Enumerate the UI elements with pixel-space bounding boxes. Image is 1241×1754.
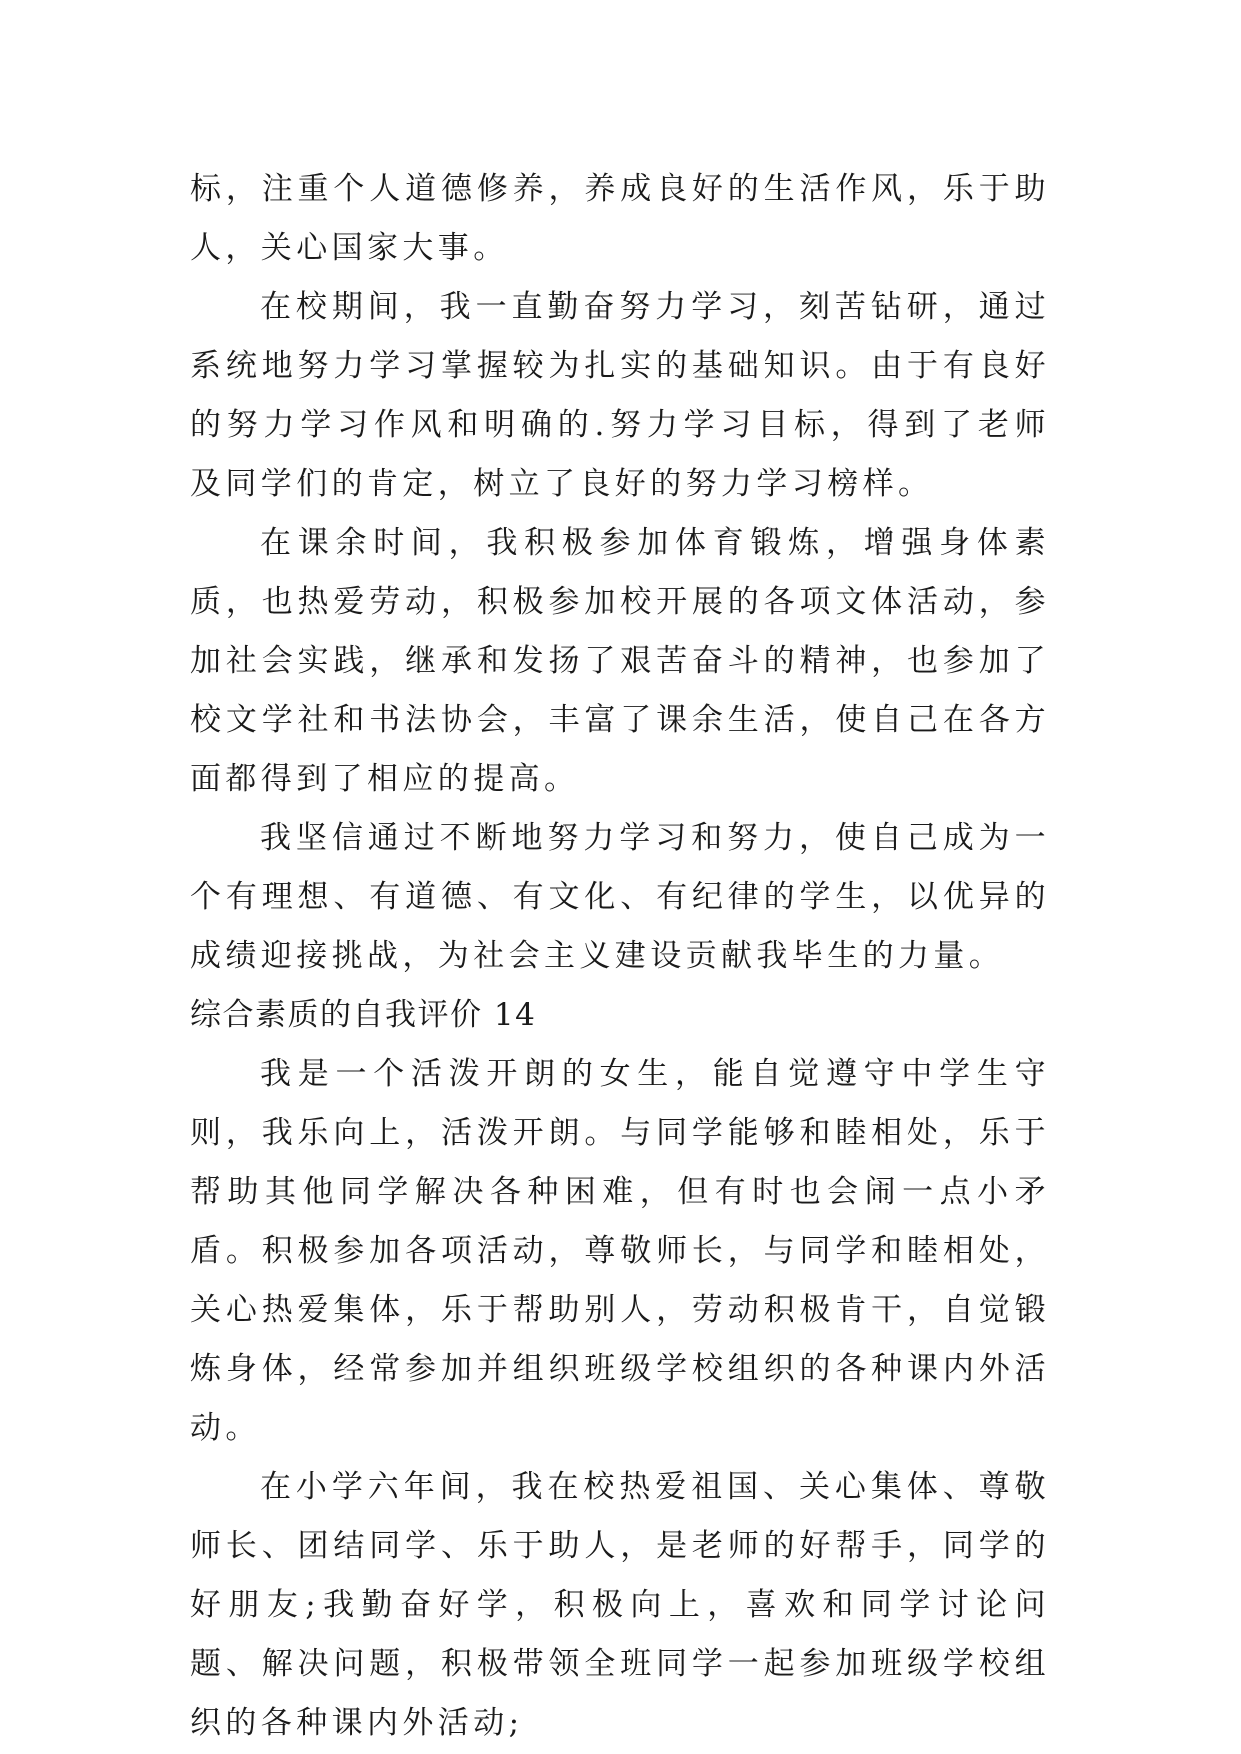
paragraph-extracurricular: 在课余时间，我积极参加体育锻炼，增强身体素质，也热爱劳动，积极参加校开展的各项文体活动，参加社会实践，继承和发扬了艰苦奋斗的精神，也参加了校文学社和书法协会，丰富了课余生活，使自己在各方面都得到了相应的提高。	[190, 525, 1050, 797]
document-body	[190, 160, 1050, 1753]
paragraph-continuation: 标，注重个人道德修养，养成良好的生活作风，乐于助人，关心国家大事。	[190, 171, 1050, 266]
paragraph-conviction: 我坚信通过不断地努力学习和努力，使自己成为一个有理想、有道德、有文化、有纪律的学生，以优异的成绩迎接挑战，为社会主义建设贡献我毕生的力量。	[190, 820, 1050, 974]
paragraph-primary-school: 在小学六年间，我在校热爱祖国、关心集体、尊敬师长、团结同学、乐于助人，是老师的好帮手，同学的好朋友;我勤奋好学，积极向上，喜欢和同学讨论问题、解决问题，积极带领全班同学一起参加班级学校组织的各种课内外活动;	[190, 1469, 1050, 1741]
paragraph-personality: 我是一个活泼开朗的女生，能自觉遵守中学生守则，我乐向上，活泼开朗。与同学能够和睦相处，乐于帮助其他同学解决各种困难，但有时也会闹一点小矛盾。积极参加各项活动，尊敬师长，与同学和睦相处，关心热爱集体，乐于帮助别人，劳动积极肯干，自觉锻炼身体，经常参加并组织班级学校组织的各种课内外活动。	[190, 1056, 1050, 1446]
paragraph-study: 在校期间，我一直勤奋努力学习，刻苦钻研，通过系统地努力学习掌握较为扎实的基础知识。由于有良好的努力学习作风和明确的.努力学习目标，得到了老师及同学们的肯定，树立了良好的努力学习榜样。	[190, 289, 1050, 502]
section-heading: 综合素质的自我评价 14	[190, 997, 537, 1033]
